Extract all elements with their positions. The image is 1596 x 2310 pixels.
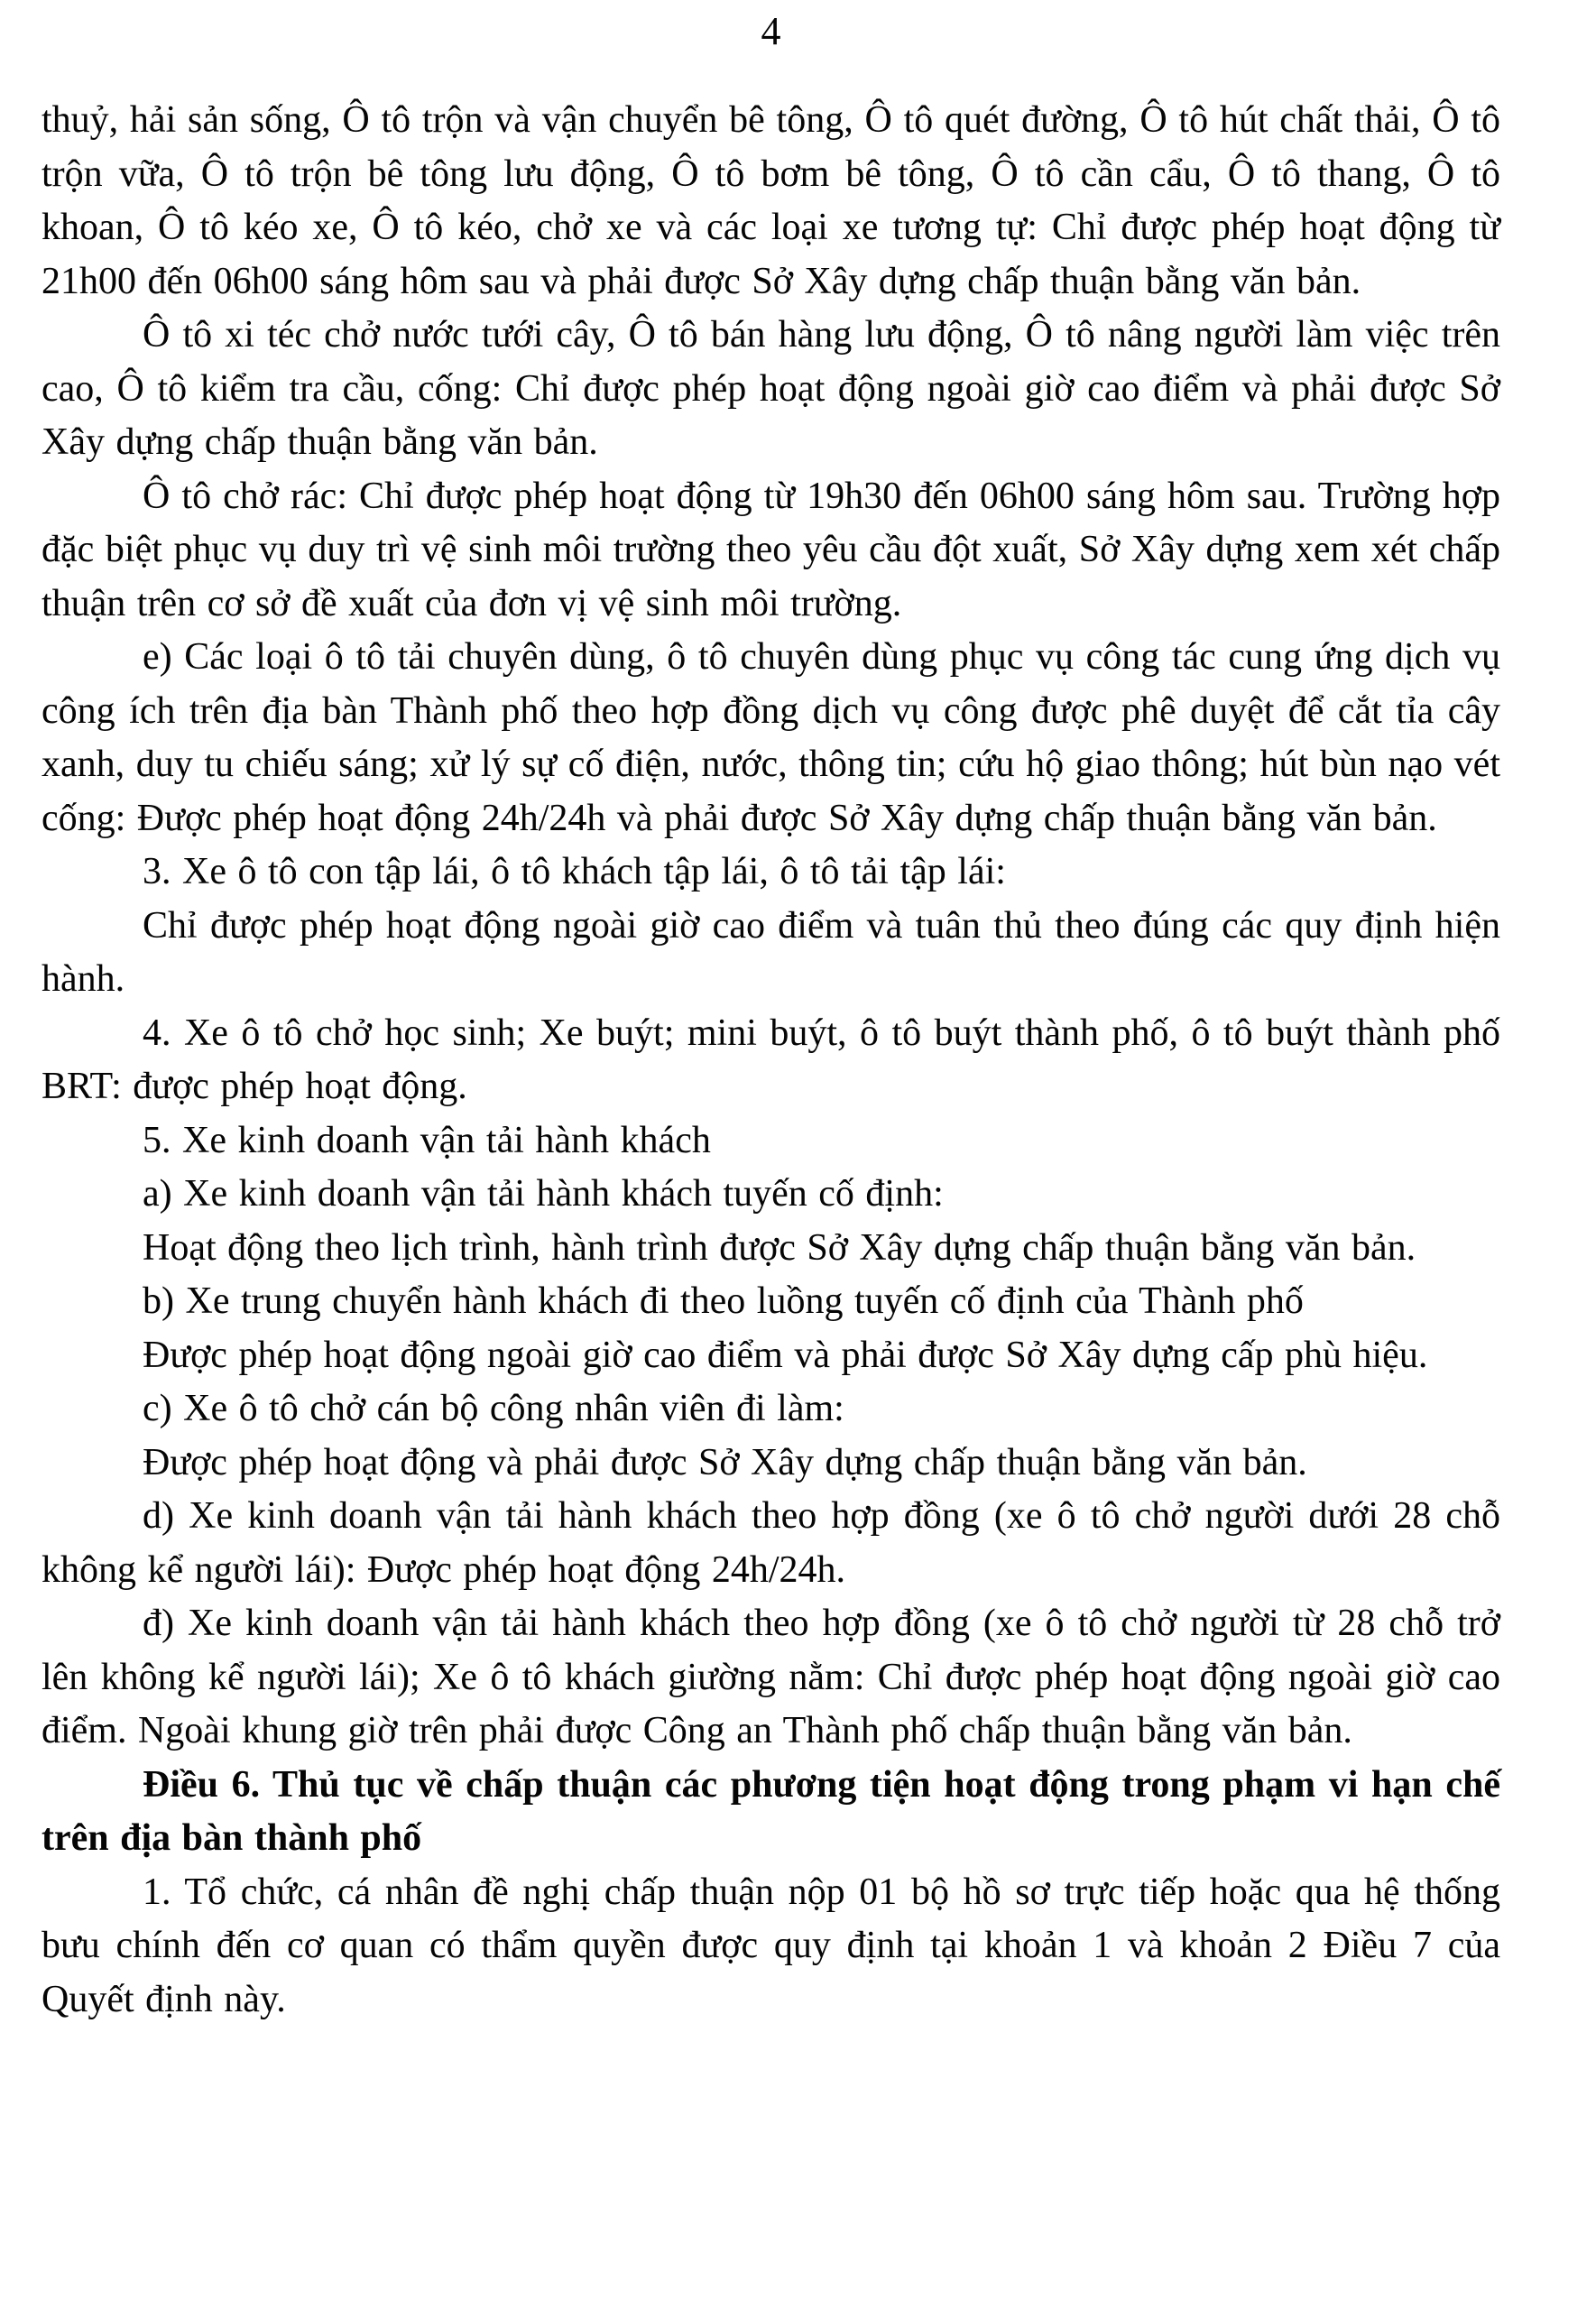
para-item-4-xe-buyt: 4. Xe ô tô chở học sinh; Xe buýt; mini buýt, ô tô buýt thành phố, ô tô buýt thành phố BRT: được phép hoạt động. xyxy=(42,1012,1500,1107)
para-item-5c-detail: Được phép hoạt động và phải được Sở Xây dựng chấp thuận bằng văn bản. xyxy=(143,1441,1307,1483)
para-item-3-xe-tap-lai: 3. Xe ô tô con tập lái, ô tô khách tập lái, ô tô tải tập lái: xyxy=(143,851,1006,892)
para-vehicle-list-continuation: thuỷ, hải sản sống, Ô tô trộn và vận chuyển bê tông, Ô tô quét đường, Ô tô hút chất thải, Ô tô trộn vữa, Ô tô trộn bê tông lưu động, Ô tô bơm bê tông, Ô tô cần cẩu, Ô tô thang, Ô tô khoan, Ô tô kéo xe, Ô tô kéo, chở xe và các loại xe tương tự: Chỉ được phép hoạt động từ 21h00 đến 06h00 sáng hôm sau và phải được Sở Xây dựng chấp thuận bằng văn bản. xyxy=(42,99,1500,302)
article-6-heading: Điều 6. Thủ tục về chấp thuận các phương tiện hoạt động trong phạm vi hạn chế trên địa bàn thành phố xyxy=(42,1763,1500,1859)
para-item-5a-detail: Hoạt động theo lịch trình, hành trình được Sở Xây dựng chấp thuận bằng văn bản. xyxy=(143,1226,1416,1269)
para-article-6-item-1: 1. Tổ chức, cá nhân đề nghị chấp thuận nộp 01 bộ hồ sơ trực tiếp hoặc qua hệ thống bưu chính đến cơ quan có thẩm quyền được quy định tại khoản 1 và khoản 2 Điều 7 của Quyết định này. xyxy=(42,1871,1500,2020)
document-body xyxy=(42,94,1500,2027)
para-item-5-van-tai-hanh-khach: 5. Xe kinh doanh vận tải hành khách xyxy=(143,1119,711,1161)
para-item-e-oto-chuyen-dung: e) Các loại ô tô tải chuyên dùng, ô tô chuyên dùng phục vụ công tác cung ứng dịch vụ công ích trên địa bàn Thành phố theo hợp đồng dịch vụ công được phê duyệt để cắt tỉa cây xanh, duy tu chiếu sáng; xử lý sự cố điện, nước, thông tin; cứu hộ giao thông; hút bùn nạo vét cống: Được phép hoạt động 24h/24h và phải được Sở Xây dựng chấp thuận bằng văn bản. xyxy=(42,636,1500,839)
para-item-5b-xe-trung-chuyen: b) Xe trung chuyển hành khách đi theo luồng tuyến cố định của Thành phố xyxy=(143,1280,1304,1322)
para-item-3-detail: Chỉ được phép hoạt động ngoài giờ cao điểm và tuân thủ theo đúng các quy định hiện hành. xyxy=(42,904,1500,1000)
para-item-5d-hop-dong-duoi-28: d) Xe kinh doanh vận tải hành khách theo hợp đồng (xe ô tô chở người dưới 28 chỗ không kể người lái): Được phép hoạt động 24h/24h. xyxy=(42,1495,1500,1591)
page-number: 4 xyxy=(761,9,781,53)
para-item-5b-detail: Được phép hoạt động ngoài giờ cao điểm và phải được Sở Xây dựng cấp phù hiệu. xyxy=(143,1334,1428,1376)
para-item-5dd-hop-dong-tu-28: đ) Xe kinh doanh vận tải hành khách theo hợp đồng (xe ô tô chở người từ 28 chỗ trở lên không kể người lái); Xe ô tô khách giường nằm: Chỉ được phép hoạt động ngoài giờ cao điểm. Ngoài khung giờ trên phải được Công an Thành phố chấp thuận bằng văn bản. xyxy=(42,1603,1500,1751)
para-oto-xi-tec: Ô tô xi téc chở nước tưới cây, Ô tô bán hàng lưu động, Ô tô nâng người làm việc trên cao, Ô tô kiểm tra cầu, cống: Chỉ được phép hoạt động ngoài giờ cao điểm và phải được Sở Xây dựng chấp thuận bằng văn bản. xyxy=(42,314,1500,463)
para-item-5c-xe-cho-can-bo: c) Xe ô tô chở cán bộ công nhân viên đi làm: xyxy=(143,1388,844,1429)
para-oto-cho-rac: Ô tô chở rác: Chỉ được phép hoạt động từ 19h30 đến 06h00 sáng hôm sau. Trường hợp đặc biệt phục vụ duy trì vệ sinh môi trường theo yêu cầu đột xuất, Sở Xây dựng xem xét chấp thuận trên cơ sở đề xuất của đơn vị vệ sinh môi trường. xyxy=(42,475,1500,624)
para-item-5a-tuyen-co-dinh: a) Xe kinh doanh vận tải hành khách tuyến cố định: xyxy=(143,1173,944,1215)
